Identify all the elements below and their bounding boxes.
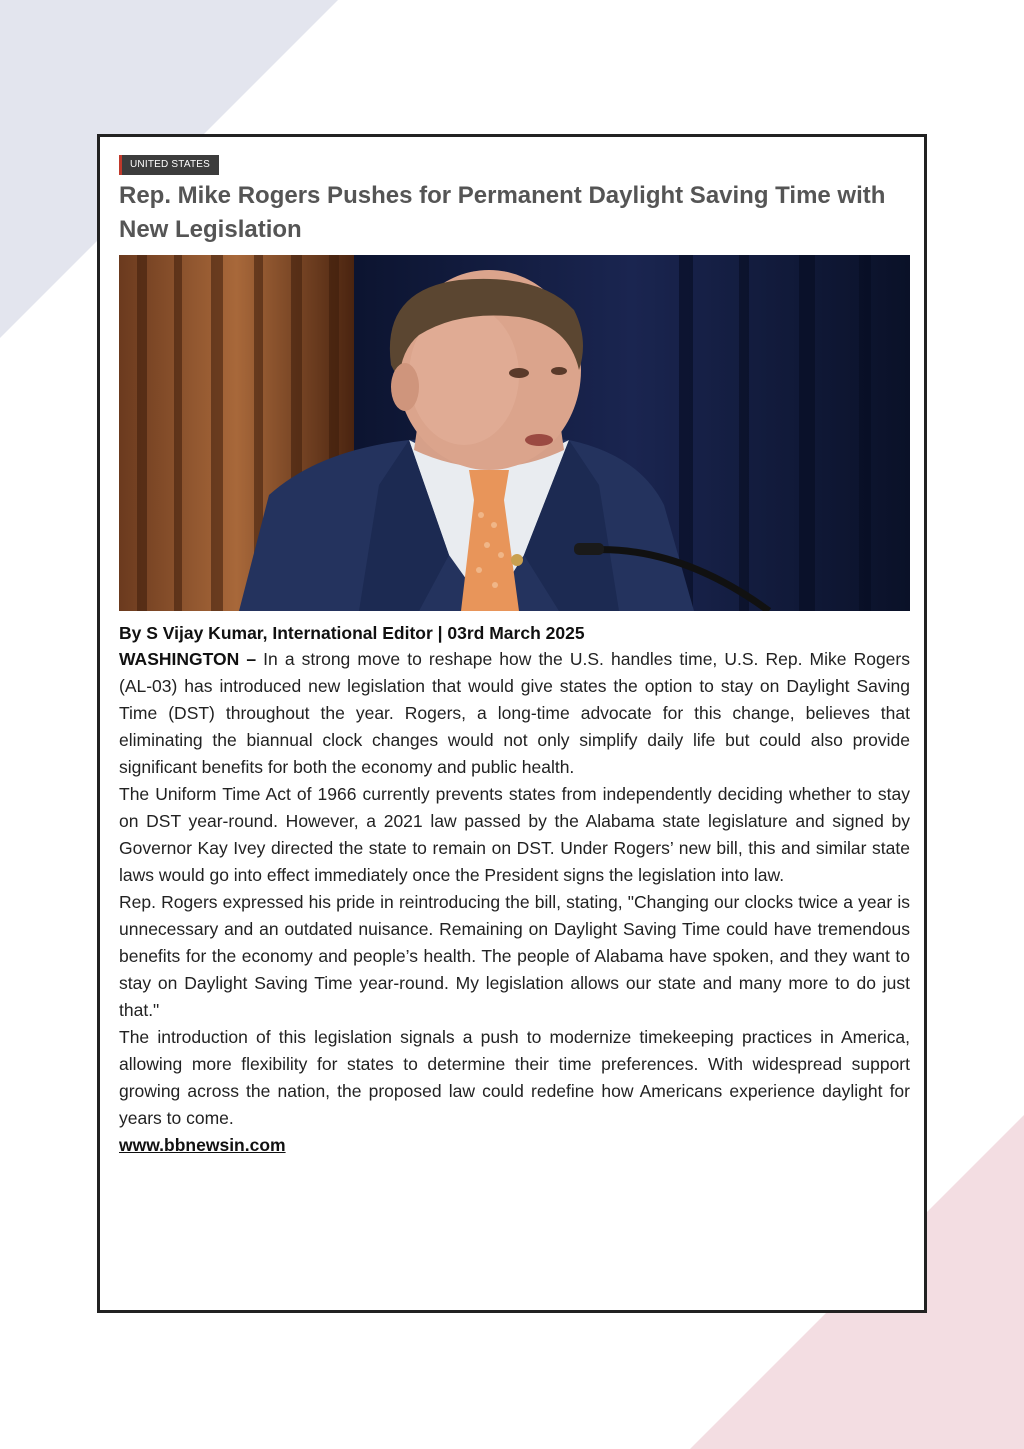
article-photo [119, 255, 910, 611]
photo-illustration [119, 255, 910, 611]
article-title: Rep. Mike Rogers Pushes for Permanent Daylight Saving Time with New Legislation [119, 182, 886, 243]
website-link[interactable]: www.bbnewsin.com [119, 1135, 286, 1155]
dateline: WASHINGTON – [119, 649, 257, 669]
category-tag[interactable]: UNITED STATES [119, 155, 219, 175]
paragraph-2: The Uniform Time Act of 1966 currently prevents states from independently deciding whether to stay on DST year-round. However, a 2021 law passed by the Alabama state legislature and signed by Governor Kay Ivey directed the state to remain on DST. Under Rogers’ new bill, this and similar state laws would go into effect immediately once the President signs the legislation into law. [119, 784, 910, 885]
paragraph-1 [119, 646, 910, 781]
article-body [119, 646, 910, 1159]
paragraph-text: In a strong move to reshape how the U.S. handles time, U.S. Rep. Mike Rogers (AL-03) has introduced new legislation that would give states the option to stay on Daylight Saving Time (DST) throughout the year. Rogers, a long-time advocate for this change, believes that eliminating the biannual clock changes would not only simplify daily life but could also provide significant benefits for both the economy and public health. [119, 649, 910, 777]
article-card [97, 134, 927, 1313]
paragraph-4: The introduction of this legislation signals a push to modernize timekeeping practices in America, allowing more flexibility for states to determine their time preferences. With widespread support growing across the nation, the proposed law could redefine how Americans experience daylight for years to come. [119, 1027, 910, 1128]
paragraph-3: Rep. Rogers expressed his pride in reintroducing the bill, stating, "Changing our clocks twice a year is unnecessary and an outdated nuisance. Remaining on Daylight Saving Time could have tremendous benefits for the economy and people’s health. The people of Alabama have spoken, and they want to stay on Daylight Saving Time year-round. My legislation allows our state and many more to do just that." [119, 892, 910, 1020]
article-byline: By S Vijay Kumar, International Editor | 03rd March 2025 [119, 623, 585, 643]
